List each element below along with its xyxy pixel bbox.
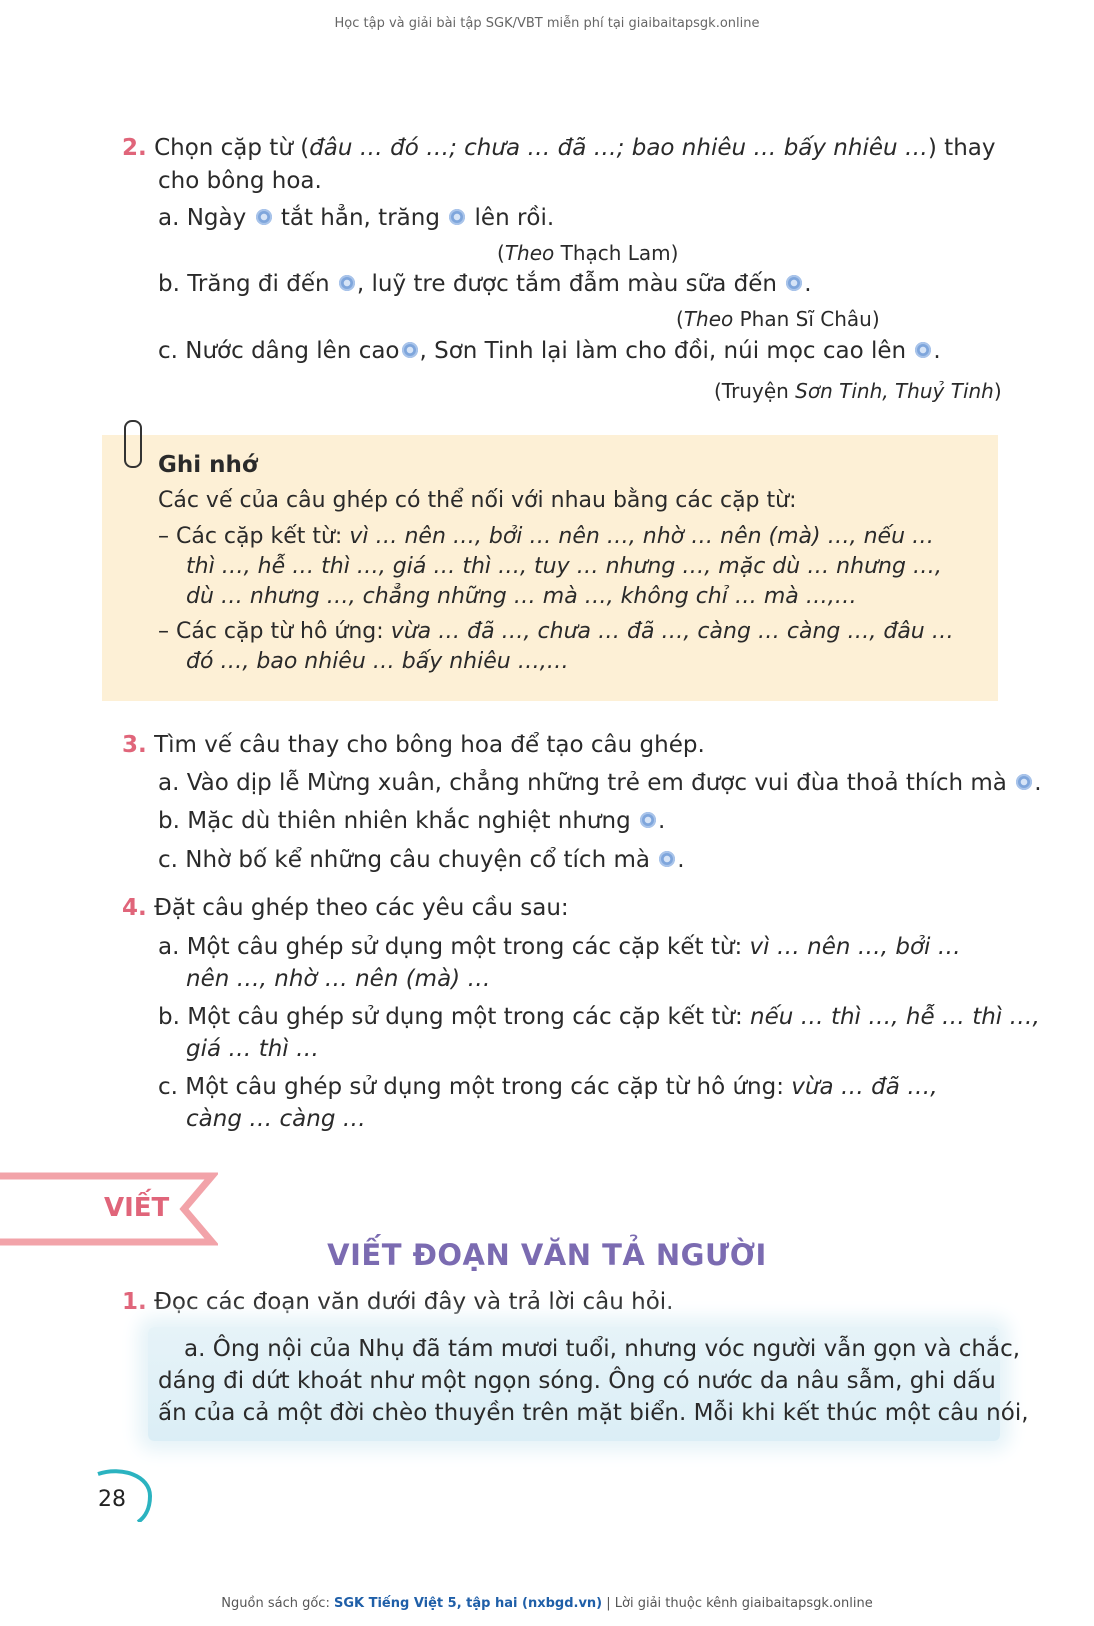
memo-bullet-1-line3 bbox=[186, 582, 857, 612]
exercise-4-title bbox=[122, 893, 569, 923]
text: . bbox=[933, 338, 941, 364]
passage-line-2: dáng đi dứt khoát như một ngọn sóng. Ông có nước da nâu sẫm, ghi dấu bbox=[158, 1368, 996, 1394]
text: a. Một câu ghép sử dụng một trong các cặp kết từ: bbox=[158, 934, 750, 960]
flower-icon bbox=[1016, 774, 1032, 790]
source-2b: (Theo Phan Sĩ Châu) bbox=[676, 307, 880, 331]
memo-bullet-1 bbox=[158, 522, 934, 552]
writing-question-1 bbox=[122, 1287, 673, 1317]
word-pairs: nếu … thì …, hễ … thì …, bbox=[750, 1004, 1040, 1030]
word-pairs: giá … thì … bbox=[186, 1036, 320, 1062]
text: b. Trăng đi đến bbox=[158, 271, 337, 297]
passage-line-1: a. Ông nội của Nhụ đã tám mươi tuổi, nhưng vóc người vẫn gọn và chắc, bbox=[184, 1336, 1021, 1362]
text: tắt hẳn, trăng bbox=[273, 205, 448, 231]
exercise-3a: a. Vào dịp lễ Mừng xuân, chẳng những trẻ em được vui đùa thoả thích mà . bbox=[158, 770, 1042, 796]
exercise-2b bbox=[158, 269, 812, 299]
passage-line-3: ấn của cả một đời chèo thuyền trên mặt biển. Mỗi khi kết thúc một câu nói, bbox=[158, 1400, 1029, 1426]
bullet-text: đó …, bao nhiêu … bấy nhiêu …,… bbox=[186, 649, 569, 674]
flower-icon bbox=[339, 275, 355, 291]
bullet-text: vừa … đã …, chưa … đã …, càng … càng …, đâu … bbox=[390, 619, 954, 644]
flower-icon bbox=[786, 275, 802, 291]
footer-book-link[interactable]: SGK Tiếng Việt 5, tập hai (nxbgd.vn) bbox=[333, 1596, 603, 1611]
text: a. Ngày bbox=[158, 205, 254, 231]
exercise-number: 4. bbox=[122, 895, 147, 921]
exercise-2a bbox=[158, 203, 554, 233]
flower-icon bbox=[640, 812, 656, 828]
exercise-4a bbox=[158, 932, 961, 962]
source-2c bbox=[714, 378, 1002, 404]
word-pairs: càng … càng … bbox=[186, 1106, 366, 1132]
page-number: 28 bbox=[98, 1487, 126, 1512]
text: b. Một câu ghép sử dụng một trong các cặp kết từ: bbox=[158, 1004, 751, 1030]
exercise-4a-line2 bbox=[186, 964, 490, 994]
section-label: VIẾT bbox=[104, 1193, 170, 1223]
memo-bullet-2 bbox=[158, 617, 954, 647]
page-header: Học tập và giải bài tập SGK/VBT miễn phí tại giaibaitapsgk.online bbox=[334, 16, 760, 31]
flower-icon bbox=[915, 342, 931, 358]
text: lên rồi. bbox=[467, 205, 555, 231]
exercise-number: 3. bbox=[122, 732, 147, 758]
exercise-3b: b. Mặc dù thiên nhiên khắc nghiệt nhưng . bbox=[158, 808, 666, 834]
exercise-2-line2: cho bông hoa. bbox=[158, 168, 322, 194]
text: , Sơn Tinh lại làm cho đồi, núi mọc cao lên bbox=[419, 338, 914, 364]
text: b. Mặc dù thiên nhiên khắc nghiệt nhưng bbox=[158, 808, 639, 834]
bullet-text: thì …, hễ … thì …, giá … thì …, tuy … nhưng …, mặc dù … nhưng …, bbox=[186, 554, 942, 579]
exercise-3-title bbox=[122, 730, 705, 760]
memo-intro: Các vế của câu ghép có thể nối với nhau bằng các cặp từ: bbox=[158, 488, 797, 513]
word-pairs: vì … nên …, bởi … bbox=[749, 934, 961, 960]
text: , luỹ tre được tắm đẫm màu sữa đến bbox=[356, 271, 785, 297]
word-pairs: nên …, nhờ … nên (mà) … bbox=[186, 966, 491, 992]
text: c. Một câu ghép sử dụng một trong các cặp từ hô ứng: bbox=[158, 1074, 792, 1100]
word-pairs: vừa … đã …, bbox=[791, 1074, 938, 1100]
source-prefix: Theo bbox=[504, 241, 555, 265]
footer-prefix: Nguồn sách gốc: bbox=[221, 1596, 334, 1611]
exercise-2-line1 bbox=[122, 133, 995, 163]
text: Đọc các đoạn văn dưới đây và trả lời câu hỏi. bbox=[154, 1289, 674, 1315]
exercise-4c-line2 bbox=[186, 1104, 366, 1134]
page-footer bbox=[0, 1596, 1094, 1611]
memo-bullet-2-line2 bbox=[186, 647, 569, 677]
exercise-4b-line2 bbox=[186, 1034, 319, 1064]
memo-bullet-1-line2 bbox=[186, 552, 942, 582]
text: . bbox=[804, 271, 812, 297]
word-pairs: đâu … đó …; chưa … đã …; bao nhiêu … bấy nhiêu … bbox=[309, 135, 928, 161]
exercise-3c: c. Nhờ bố kể những câu chuyện cổ tích mà . bbox=[158, 847, 685, 873]
exercise-2c bbox=[158, 336, 941, 366]
text: a. Vào dịp lễ Mừng xuân, chẳng những trẻ em được vui đùa thoả thích mà bbox=[158, 770, 1015, 796]
source-2a: (Theo Thạch Lam) bbox=[497, 241, 679, 265]
paperclip-icon bbox=[124, 420, 142, 468]
flower-icon bbox=[659, 851, 675, 867]
text: c. Nước dâng lên cao bbox=[158, 338, 400, 364]
source-author: Phan Sĩ Châu) bbox=[733, 307, 880, 331]
text: ) thay bbox=[927, 135, 996, 161]
text: Đặt câu ghép theo các yêu cầu sau: bbox=[154, 895, 569, 921]
exercise-4c bbox=[158, 1072, 938, 1102]
source-prefix: Theo bbox=[683, 307, 734, 331]
exercise-number: 1. bbox=[122, 1289, 147, 1315]
story-title: Sơn Tinh, Thuỷ Tinh bbox=[795, 379, 994, 403]
text: ) bbox=[993, 379, 1002, 403]
memo-title: Ghi nhớ bbox=[158, 452, 258, 478]
text: c. Nhờ bố kể những câu chuyện cổ tích mà bbox=[158, 847, 658, 873]
source-author: Thạch Lam) bbox=[554, 241, 679, 265]
exercise-number: 2. bbox=[122, 135, 147, 161]
bullet-label: – Các cặp từ hô ứng: bbox=[158, 619, 391, 644]
bullet-text: dù … nhưng …, chẳng những … mà …, không chỉ … mà …,… bbox=[186, 584, 857, 609]
text: Chọn cặp từ ( bbox=[154, 135, 310, 161]
section-title: VIẾT ĐOẠN VĂN TẢ NGƯỜI bbox=[327, 1238, 767, 1272]
flower-icon bbox=[449, 209, 465, 225]
text: Tìm vế câu thay cho bông hoa để tạo câu ghép. bbox=[154, 732, 705, 758]
flower-icon bbox=[256, 209, 272, 225]
footer-suffix: | Lời giải thuộc kênh giaibaitapsgk.online bbox=[602, 1596, 873, 1611]
text: (Truyện bbox=[714, 379, 796, 403]
flower-icon bbox=[402, 342, 418, 358]
bullet-label: – Các cặp kết từ: bbox=[158, 524, 350, 549]
exercise-4b bbox=[158, 1002, 1040, 1032]
bullet-text: vì … nên …, bởi … nên …, nhờ … nên (mà) …, nếu … bbox=[349, 524, 935, 549]
